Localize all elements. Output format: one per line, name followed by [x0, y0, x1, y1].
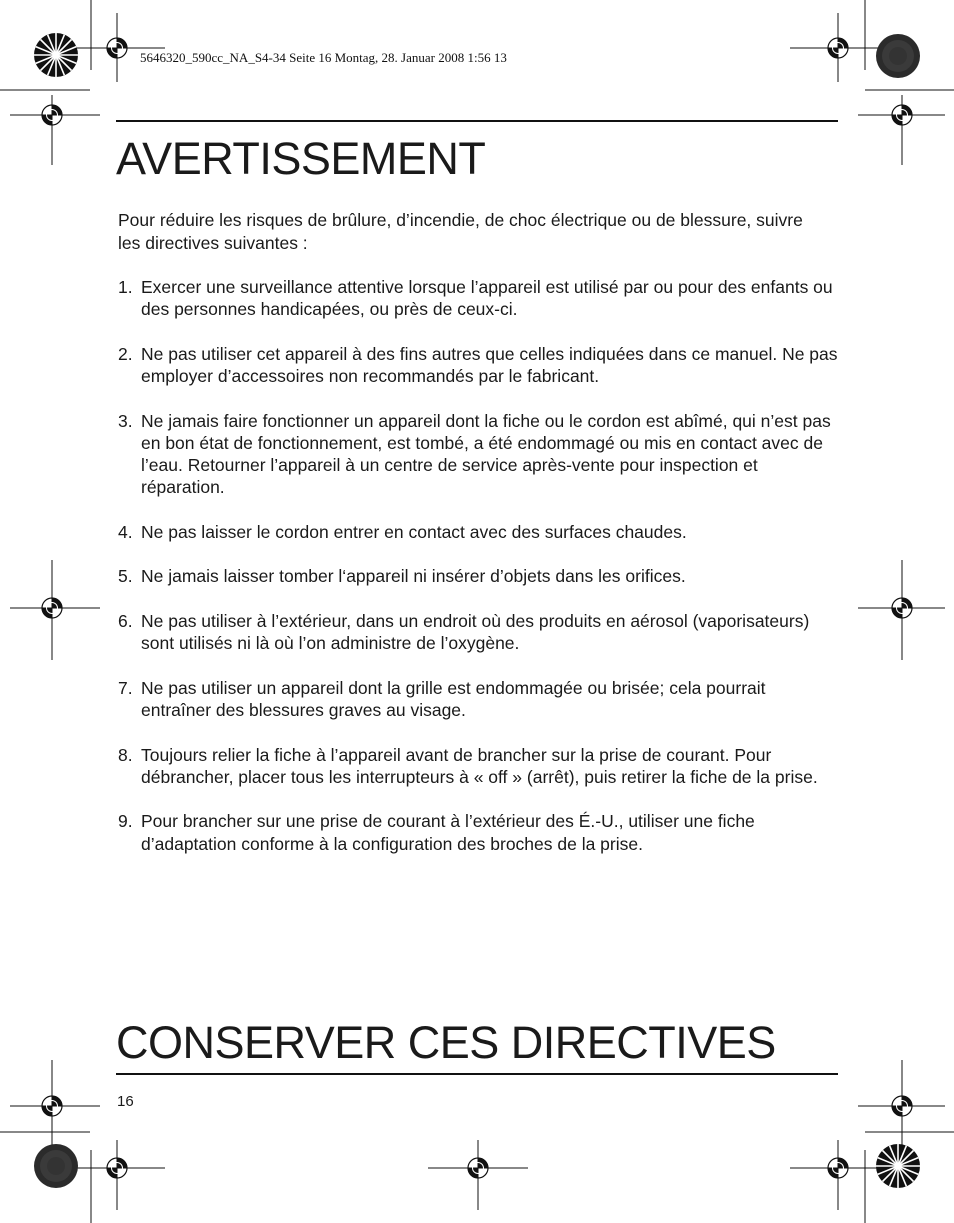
- top-rule: [116, 120, 838, 122]
- list-item: 3. Ne jamais faire fonctionner un appareil dont la fiche ou le cordon est abîmé, qui n’est pas en bon état de fonctionnement, est tombé, a été endommagé ou mis en contact avec de l’eau. Retourner l’appareil à un centre de service après-vente pour inspection et réparation.: [118, 410, 831, 498]
- list-item: 4. Ne pas laisser le cordon entrer en contact avec des surfaces chaudes.: [118, 521, 687, 542]
- list-item: 2. Ne pas utiliser cet appareil à des fins autres que celles indiquées dans ce manuel. Ne pas employer d’accessoires non recommandés par le fabricant.: [118, 343, 838, 386]
- list-item: 5. Ne jamais laisser tomber l‘appareil ni insérer d’objets dans les orifices.: [118, 566, 686, 587]
- list-item: 8. Toujours relier la fiche à l’appareil avant de brancher sur la prise de courant. Pour débrancher, placer tous les interrupteurs à « off » (arrêt), puis retirer la fiche de la prise.: [118, 744, 818, 787]
- intro-paragraph: Pour réduire les risques de brûlure, d’incendie, de choc électrique ou de blessure, suivre les directives suivantes :: [118, 210, 803, 253]
- list-item: 7. Ne pas utiliser un appareil dont la grille est endommagée ou brisée; cela pourrait entraîner des blessures graves au visage.: [118, 677, 766, 720]
- bottom-rule: [116, 1073, 838, 1075]
- list-item: 9. Pour brancher sur une prise de courant à l’extérieur des É.-U., utiliser une fiche d’adaptation conforme à la configuration des broches de la prise.: [118, 811, 755, 854]
- list-item: 6. Ne pas utiliser à l’extérieur, dans un endroit où des produits en aérosol (vaporisateurs) sont utilisés ni là où l’on administre de l’oxygène.: [118, 610, 810, 654]
- slug-line: 5646320_590cc_NA_S4-34 Seite 16 Montag, 28. Januar 2008 1:56 13: [140, 50, 507, 65]
- list-item: 1. Exercer une surveillance attentive lorsque l’appareil est utilisé par ou pour des enfants ou des personnes handicapées, ou près de ceux-ci.: [118, 277, 833, 320]
- instruction-list: [118, 276, 840, 877]
- page-number: 16: [117, 1093, 134, 1110]
- page-title: AVERTISSEMENT: [116, 133, 486, 184]
- closing-heading: CONSERVER CES DIRECTIVES: [116, 1017, 776, 1068]
